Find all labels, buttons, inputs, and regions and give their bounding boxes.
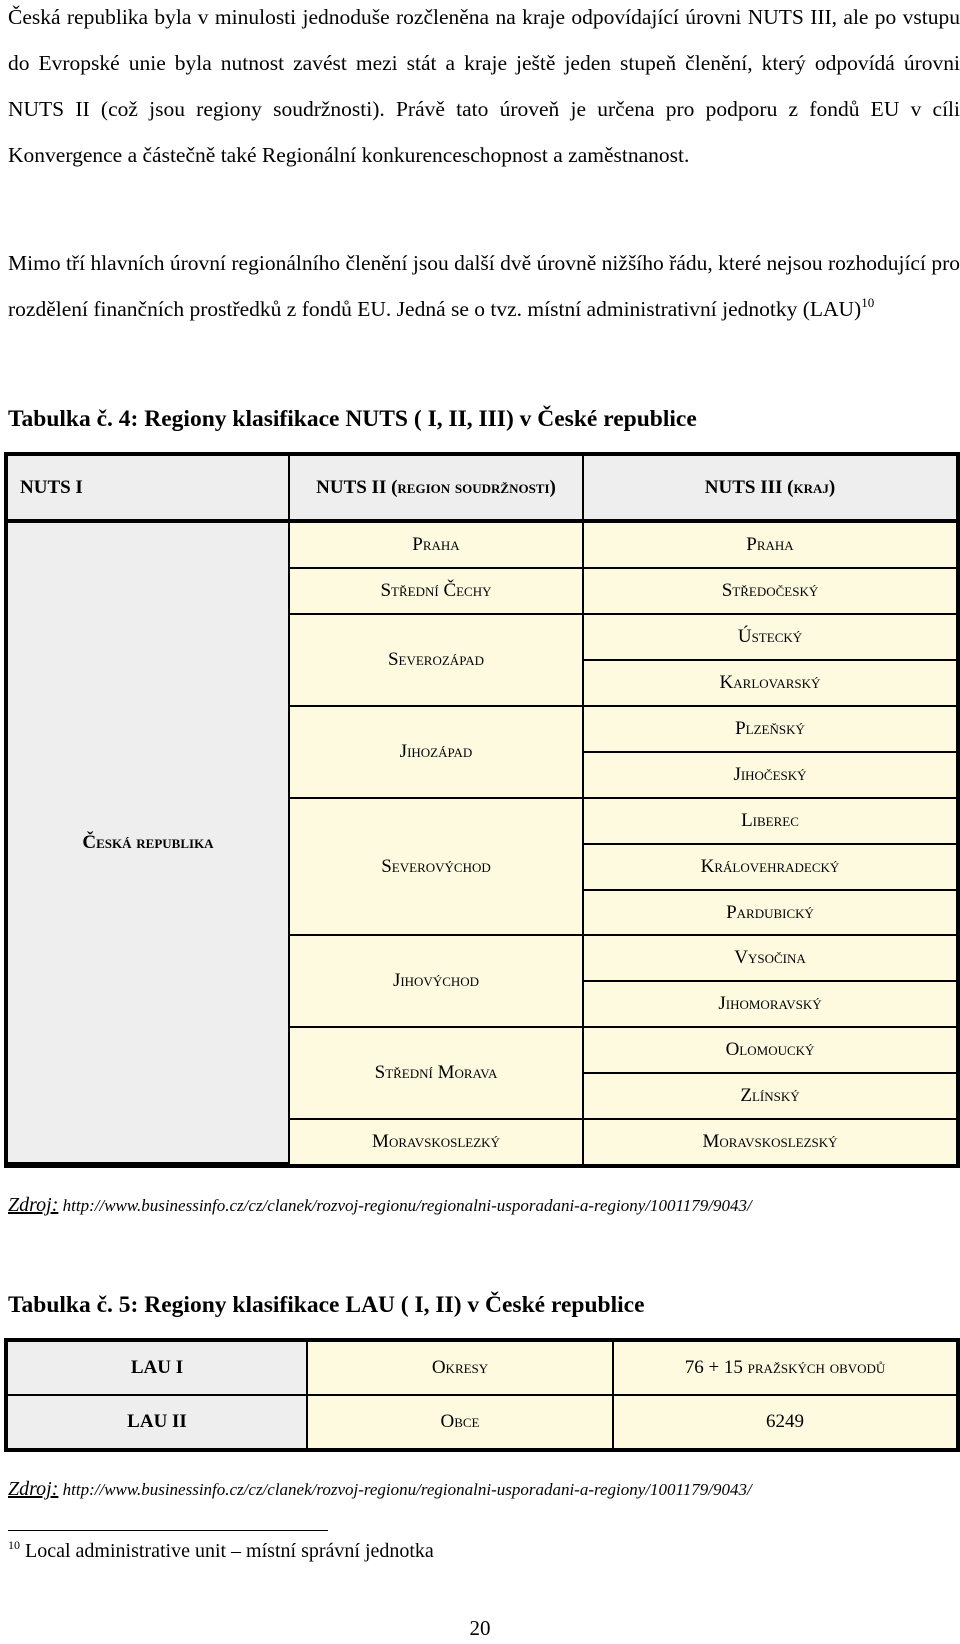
nuts3-cell: Plzeňský bbox=[584, 707, 956, 753]
nuts2-cell: Střední Čechy bbox=[290, 569, 584, 615]
nuts3-cell: Moravskoslezský bbox=[584, 1120, 956, 1164]
lau-level-cell: LAU I bbox=[8, 1342, 308, 1396]
nuts3-cell: Ústecký bbox=[584, 615, 956, 661]
header-nuts2: NUTS II (region soudržnosti) bbox=[290, 456, 584, 523]
nuts3-cell: Vysočina bbox=[584, 936, 956, 982]
nuts3-cell: Zlínský bbox=[584, 1074, 956, 1120]
lau-count-cell: 6249 bbox=[614, 1396, 956, 1448]
footnote-divider bbox=[8, 1530, 328, 1531]
table5-caption: Tabulka č. 5: Regiony klasifikace LAU ( I, II) v České republice bbox=[8, 1292, 645, 1318]
page-number: 20 bbox=[469, 1616, 491, 1640]
lau-unit-cell: Okresy bbox=[308, 1342, 614, 1396]
nuts2-cell: Severovýchod bbox=[290, 799, 584, 937]
footnote-number: 10 bbox=[8, 1538, 20, 1552]
nuts2-cell: Severozápad bbox=[290, 615, 584, 707]
header-nuts1: NUTS I bbox=[8, 456, 290, 523]
source-url[interactable]: http://www.businessinfo.cz/cz/clanek/rozvoj-regionu/regionalni-usporadani-a-regiony/1001179/9043/ bbox=[62, 1480, 752, 1499]
nuts-table bbox=[4, 452, 960, 1168]
nuts2-cell: Jihovýchod bbox=[290, 936, 584, 1028]
footnote bbox=[8, 1540, 434, 1563]
nuts3-cell: Karlovarský bbox=[584, 661, 956, 707]
nuts3-cell: Praha bbox=[584, 523, 956, 569]
table5-source bbox=[8, 1478, 752, 1501]
source-label: Zdroj: bbox=[8, 1194, 59, 1216]
nuts2-cell: Moravskoslezký bbox=[290, 1120, 584, 1164]
footnote-text: Local administrative unit – místní správní jednotka bbox=[25, 1540, 434, 1562]
nuts3-cell: Pardubický bbox=[584, 891, 956, 937]
paragraph-lau-intro bbox=[8, 240, 960, 332]
nuts2-cell: Střední Morava bbox=[290, 1028, 584, 1120]
nuts2-cell: Jihozápad bbox=[290, 707, 584, 799]
country-cell: Česká republika bbox=[8, 523, 290, 1164]
source-url[interactable]: http://www.businessinfo.cz/cz/clanek/rozvoj-regionu/regionalni-usporadani-a-regiony/1001179/9043/ bbox=[62, 1196, 752, 1215]
lau-table bbox=[4, 1338, 960, 1452]
lau-level-cell: LAU II bbox=[8, 1396, 308, 1448]
nuts2-cell: Praha bbox=[290, 523, 584, 569]
nuts3-cell: Olomoucký bbox=[584, 1028, 956, 1074]
nuts3-cell: Liberec bbox=[584, 799, 956, 845]
footnote-reference[interactable]: 10 bbox=[861, 295, 875, 310]
table4-caption: Tabulka č. 4: Regiony klasifikace NUTS ( I, II, III) v České republice bbox=[8, 406, 697, 432]
lau-count-cell: 76 + 15 pražských obvodů bbox=[614, 1342, 956, 1396]
nuts3-cell: Středočeský bbox=[584, 569, 956, 615]
table4-source bbox=[8, 1194, 752, 1217]
paragraph-lau-text: Mimo tří hlavních úrovní regionálního členění jsou další dvě úrovně nižšího řádu, které nejsou rozhodující pro rozdělení finančních prostředků z fondů EU. Jedná se o tvz. místní administrativní jednotky (LAU) bbox=[8, 251, 960, 321]
nuts3-cell: Jihočeský bbox=[584, 753, 956, 799]
header-nuts3: NUTS III (kraj) bbox=[584, 456, 956, 523]
paragraph-nuts-intro: Česká republika byla v minulosti jednoduše rozčleněna na kraje odpovídající úrovni NUTS III, ale po vstupu do Evropské unie byla nutnost zavést mezi stát a kraje ještě jeden stupeň členění, který odpovídá úrovni NUTS II (což jsou regiony soudržnosti). Právě tato úroveň je určena pro podporu z fondů EU v cíli Konvergence a částečně také Regionální konkurenceschopnost a zaměstnanost. bbox=[8, 5, 960, 167]
lau-unit-cell: Obce bbox=[308, 1396, 614, 1448]
source-label: Zdroj: bbox=[8, 1478, 59, 1500]
nuts3-cell: Královehradecký bbox=[584, 845, 956, 891]
nuts3-cell: Jihomoravský bbox=[584, 982, 956, 1028]
